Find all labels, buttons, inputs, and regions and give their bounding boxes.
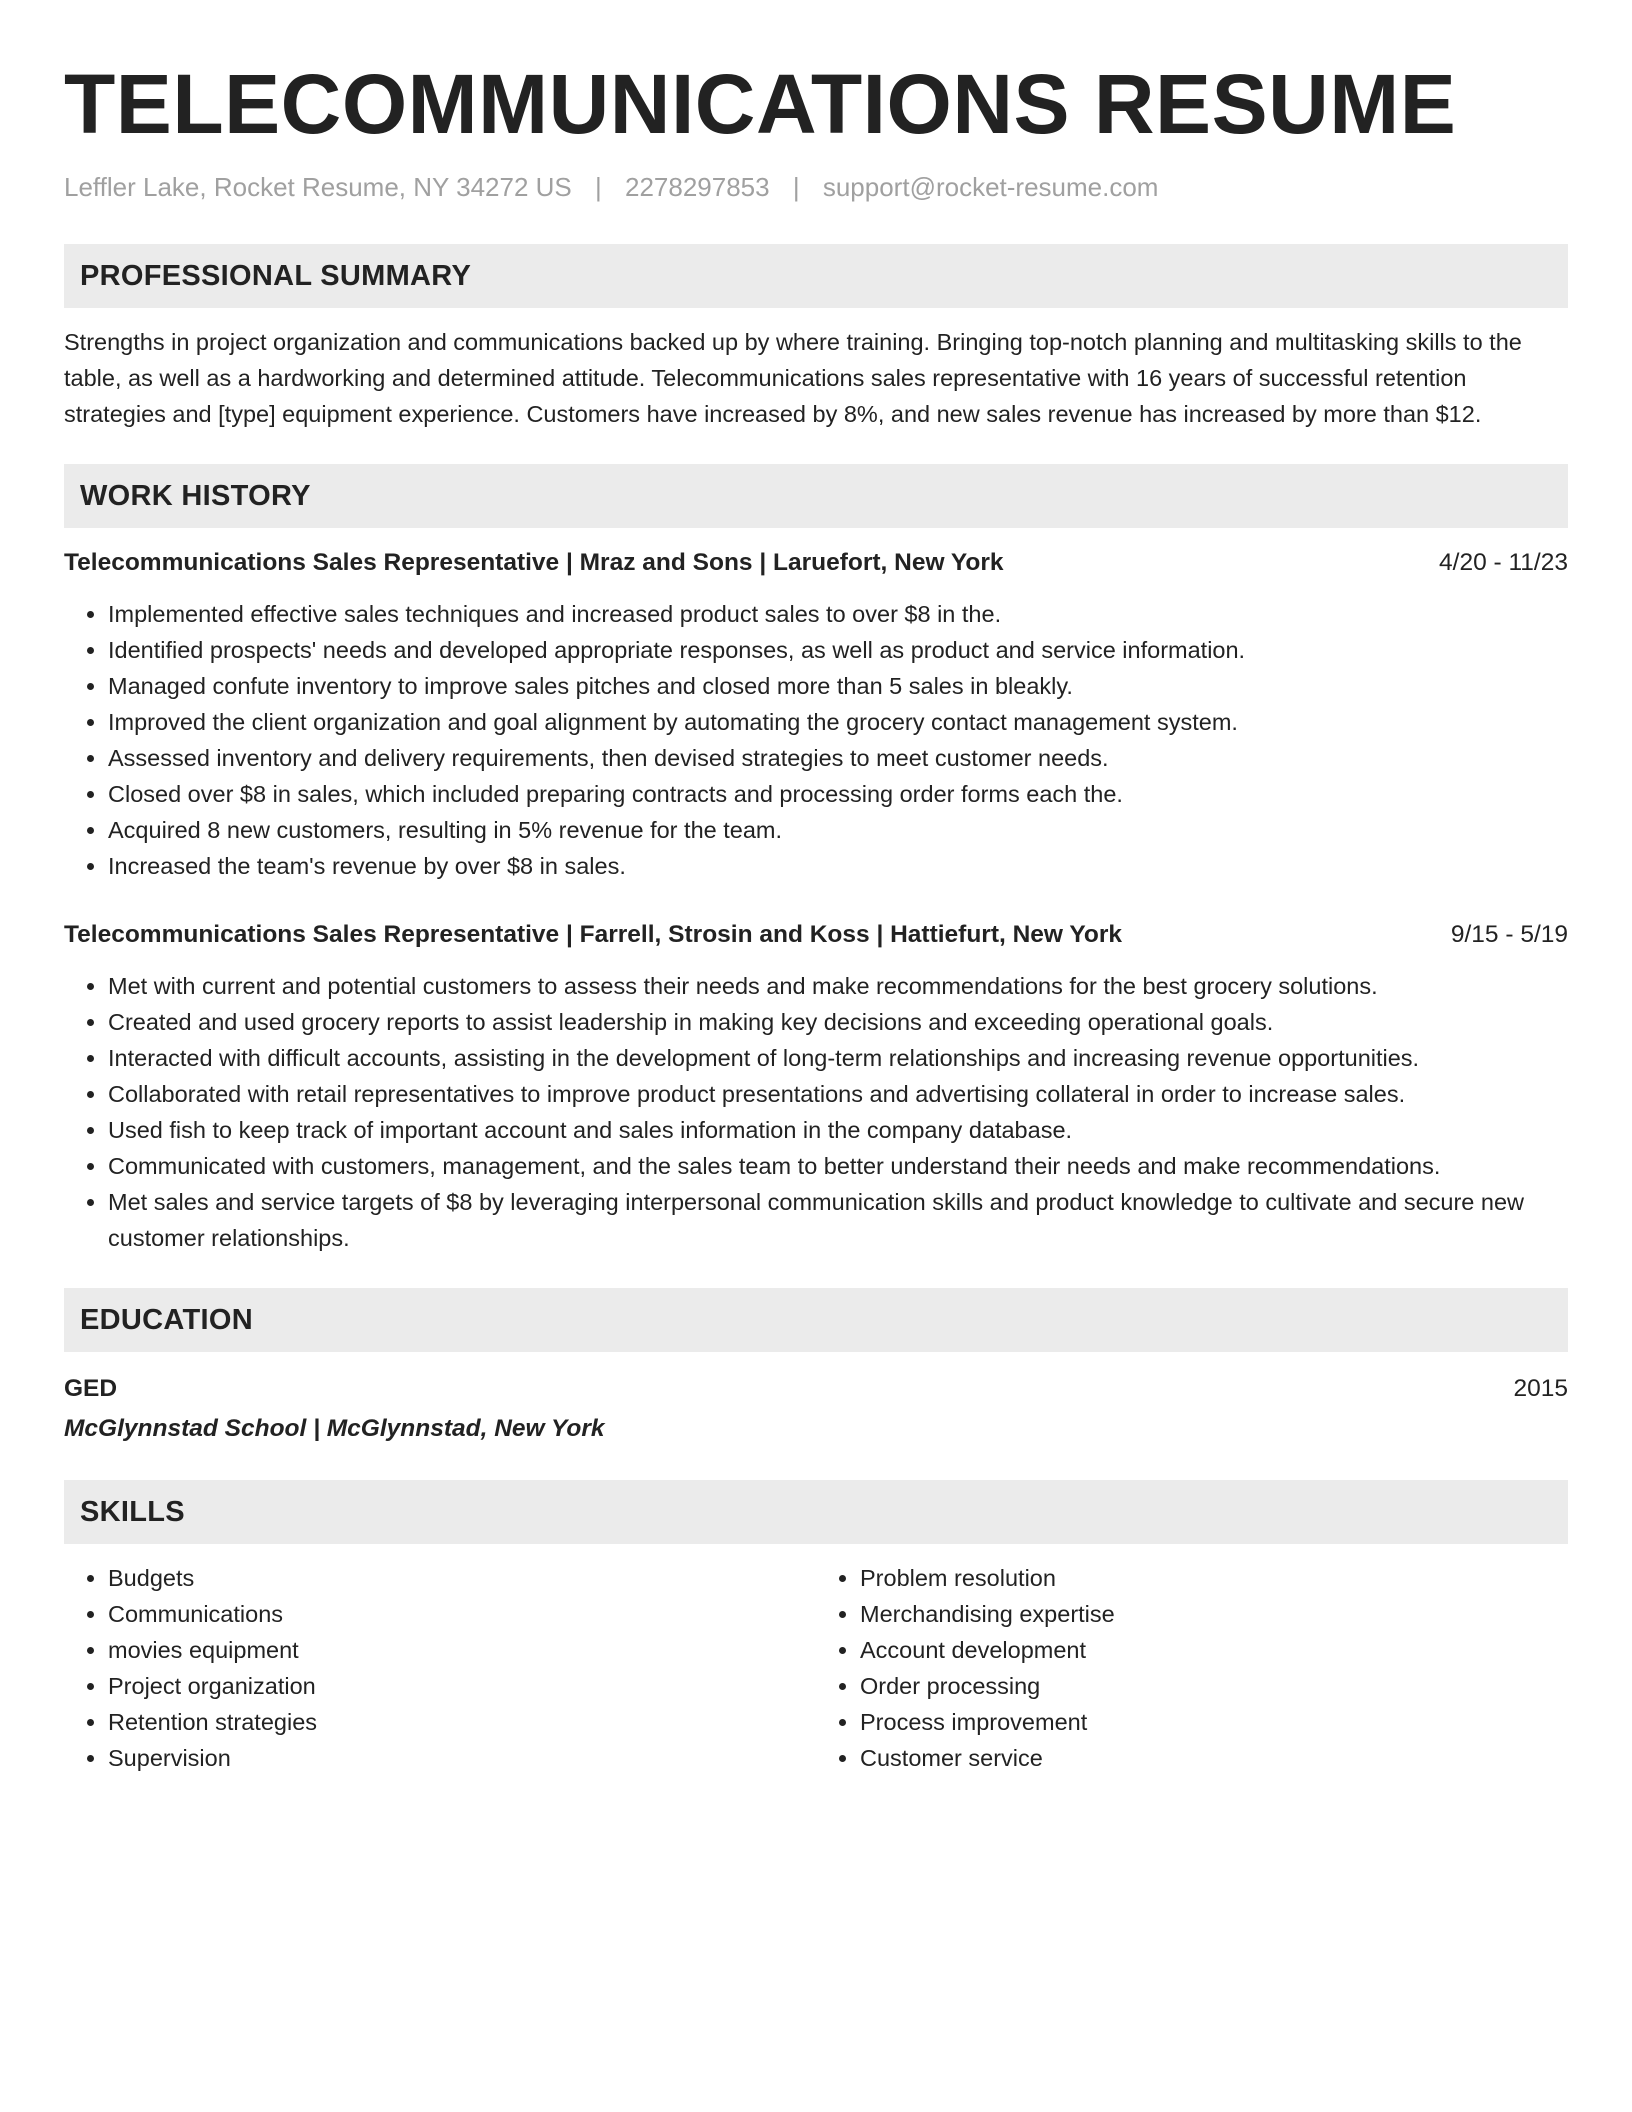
section-header-work-history: WORK HISTORY: [64, 464, 1568, 528]
contact-line: [64, 170, 1568, 204]
job-bullet: • Acquired 8 new customers, resulting in 5% revenue for the team.: [108, 812, 1568, 848]
skill-item: • Budgets: [108, 1560, 816, 1596]
resume-title: TELECOMMUNICATIONS RESUME: [64, 57, 1457, 151]
education-school: McGlynnstad School | McGlynnstad, New York: [64, 1415, 605, 1442]
job-bullets: [64, 596, 1568, 884]
job-bullet: • Created and used grocery reports to assist leadership in making key decisions and exceeding operational goals.: [108, 1004, 1568, 1040]
skill-item: • Merchandising expertise: [860, 1596, 1568, 1632]
job-heading-row: [64, 918, 1568, 952]
skill-item: • Customer service: [860, 1740, 1568, 1776]
job-entry: [64, 546, 1568, 884]
job-bullet: • Collaborated with retail representatives to improve product presentations and advertising collateral in order to increase sales.: [108, 1076, 1568, 1112]
skills-column-left: [64, 1560, 816, 1776]
contact-phone: 2278297853: [625, 172, 770, 202]
section-header-skills: SKILLS: [64, 1480, 1568, 1544]
job-bullet: • Assessed inventory and delivery requirements, then devised strategies to meet customer needs.: [108, 740, 1568, 776]
section-header-education: EDUCATION: [64, 1288, 1568, 1352]
summary-text: Strengths in project organization and communications backed up by where training. Bringing top-notch planning and multitasking skills to the table, as well as a hardworking and determined attitude. Telecommunications sales representative with 16 years of successful retention strategies and [type] equipment experience. Customers have increased by 8%, and new sales revenue has increased by more than $12.: [64, 329, 1522, 427]
contact-separator: |: [792, 172, 800, 202]
job-bullet: • Closed over $8 in sales, which included preparing contracts and processing order forms each the.: [108, 776, 1568, 812]
job-title: Telecommunications Sales Representative | Farrell, Strosin and Koss | Hattiefurt, New York: [64, 921, 1122, 948]
education-year: 2015: [1513, 1375, 1568, 1402]
skill-item: • Order processing: [860, 1668, 1568, 1704]
skill-item: • Problem resolution: [860, 1560, 1568, 1596]
education-degree: GED: [64, 1375, 118, 1402]
job-bullet: • Interacted with difficult accounts, assisting in the development of long-term relationships and increasing revenue opportunities.: [108, 1040, 1568, 1076]
skills-list: [64, 1560, 1568, 1776]
job-bullet: • Met with current and potential customers to assess their needs and make recommendations for the best grocery solutions.: [108, 968, 1568, 1004]
job-bullet: • Identified prospects' needs and developed appropriate responses, as well as product and service information.: [108, 632, 1568, 668]
skill-item: • Supervision: [108, 1740, 816, 1776]
contact-address: Leffler Lake, Rocket Resume, NY 34272 US: [64, 172, 572, 202]
job-heading-row: [64, 546, 1568, 580]
skills-column-right: [816, 1560, 1568, 1776]
education-heading-row: [64, 1372, 1568, 1406]
job-bullet: • Met sales and service targets of $8 by leveraging interpersonal communication skills and product knowledge to cultivate and secure new customer relationships.: [108, 1184, 1568, 1256]
job-bullets: [64, 968, 1568, 1256]
contact-email: support@rocket-resume.com: [822, 172, 1159, 202]
job-bullet: • Communicated with customers, management, and the sales team to better understand their needs and make recommendations.: [108, 1148, 1568, 1184]
job-bullet: • Managed confute inventory to improve sales pitches and closed more than 5 sales in bleakly.: [108, 668, 1568, 704]
contact-separator: |: [595, 172, 602, 202]
skill-item: • Project organization: [108, 1668, 816, 1704]
job-title: Telecommunications Sales Representative | Mraz and Sons | Laruefort, New York: [64, 549, 1004, 576]
skill-item: • Process improvement: [860, 1704, 1568, 1740]
job-bullet: • Increased the team's revenue by over $8 in sales.: [108, 848, 1568, 884]
job-dates: 9/15 - 5/19: [1450, 921, 1568, 948]
job-dates: 4/20 - 11/23: [1439, 549, 1568, 576]
job-bullet: • Implemented effective sales techniques and increased product sales to over $8 in the.: [108, 596, 1568, 632]
job-bullet: • Used fish to keep track of important account and sales information in the company database.: [108, 1112, 1568, 1148]
job-bullet: • Improved the client organization and goal alignment by automating the grocery contact management system.: [108, 704, 1568, 740]
skill-item: • Communications: [108, 1596, 816, 1632]
skill-item: • Retention strategies: [108, 1704, 816, 1740]
skill-item: • movies equipment: [108, 1632, 816, 1668]
job-entry: [64, 918, 1568, 1256]
section-header-summary: PROFESSIONAL SUMMARY: [64, 244, 1568, 308]
skill-item: • Account development: [860, 1632, 1568, 1668]
